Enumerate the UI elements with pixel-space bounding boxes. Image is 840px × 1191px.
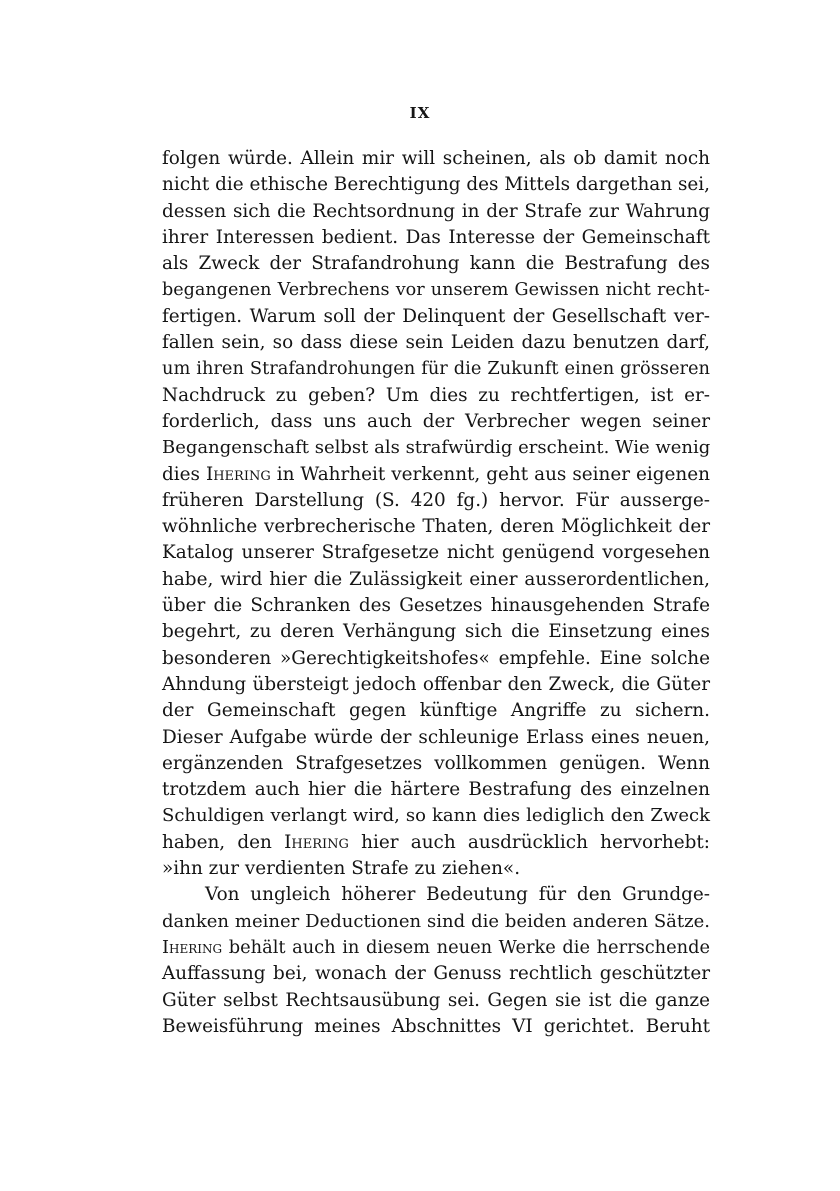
text-line: Nachdruck zu geben? Um dies zu rechtfertigen, ist er- xyxy=(162,384,710,406)
page-number: IX xyxy=(409,104,431,122)
text-line: Begangenschaft selbst als strafwürdig erscheint. Wie wenig xyxy=(162,437,711,459)
text-line: »ihn zur verdienten Strafe zu ziehen«. xyxy=(162,858,521,880)
text-line: fertigen. Warum soll der Delinquent der Gesellschaft ver- xyxy=(162,305,710,327)
author-name: Ihering xyxy=(205,463,271,485)
text-line: als Zweck der Strafandrohung kann die Bestrafung des xyxy=(162,253,710,275)
text-line: ihrer Interessen bedient. Das Interesse der Gemeinschaft xyxy=(162,226,710,248)
text-line: fallen sein, so dass diese sein Leiden dazu benutzen darf, xyxy=(162,332,710,354)
text-segment: hier auch ausdrücklich hervorhebt: xyxy=(348,831,710,853)
text-segment: dies xyxy=(162,463,206,485)
text-line: besonderen »Gerechtigkeitshofes« empfehle. Eine solche xyxy=(162,647,710,669)
text-line: der Gemeinschaft gegen künftige Angriffe zu sichern. xyxy=(162,700,710,722)
text-line: Dieser Aufgabe würde der schleunige Erlass eines neuen, xyxy=(162,726,710,748)
text-line: Auffassung bei, wonach der Genuss rechtlich geschützter xyxy=(162,963,710,985)
text-line: dessen sich die Rechtsordnung in der Strafe zur Wahrung xyxy=(162,200,710,222)
text-line xyxy=(162,830,710,856)
author-name: Ihering xyxy=(162,936,223,958)
text-line: begangenen Verbrechens vor unserem Gewissen nicht recht- xyxy=(162,280,710,301)
text-line: trotzdem auch hier die härtere Bestrafung des einzelnen xyxy=(162,779,710,801)
text-line: Schuldigen verlangt wird, so kann dies lediglich den Zweck xyxy=(162,805,710,827)
text-line xyxy=(162,462,710,488)
text-segment: haben, den xyxy=(162,831,285,853)
author-name: Ihering xyxy=(284,831,349,853)
text-line: Katalog unserer Strafgesetze nicht genügend vorgesehen xyxy=(162,542,710,564)
text-line: über die Schranken des Gesetzes hinausgehenden Strafe xyxy=(162,595,710,617)
text-line: Von ungleich höherer Bedeutung für den Grundge- xyxy=(205,884,710,906)
text-segment: behält auch in diesem neuen Werke die herrschende xyxy=(222,936,710,958)
text-line xyxy=(162,935,710,961)
body-text xyxy=(162,146,710,1040)
text-line: begehrt, zu deren Verhängung sich die Einsetzung eines xyxy=(162,621,710,643)
text-line: Beweisführung meines Abschnittes VI gerichtet. Beruht xyxy=(162,1015,710,1037)
text-line: Ahndung übersteigt jedoch offenbar den Zweck, die Güter xyxy=(162,673,710,695)
text-line: um ihren Strafandrohungen für die Zukunft einen grösseren xyxy=(162,358,710,380)
text-line: danken meiner Deductionen sind die beiden anderen Sätze. xyxy=(162,910,710,932)
text-line: ergänzenden Strafgesetzes vollkommen genügen. Wenn xyxy=(162,752,710,774)
text-line: folgen würde. Allein mir will scheinen, als ob damit noch xyxy=(162,148,710,169)
text-line: Güter selbst Rechtsausübung sei. Gegen sie ist die ganze xyxy=(162,989,710,1011)
text-line: wöhnliche verbrecherische Thaten, deren Möglichkeit der xyxy=(162,516,710,538)
text-line: nicht die ethische Berechtigung des Mittels dargethan sei, xyxy=(162,174,710,196)
text-line: forderlich, dass uns auch der Verbrecher wegen seiner xyxy=(162,410,710,432)
text-line: habe, wird hier die Zulässigkeit einer ausserordentlichen, xyxy=(162,568,710,590)
text-segment: in Wahrheit verkennt, geht aus seiner eigenen xyxy=(270,463,711,485)
text-line: früheren Darstellung (S. 420 fg.) hervor. Für aussergе- xyxy=(162,489,710,511)
